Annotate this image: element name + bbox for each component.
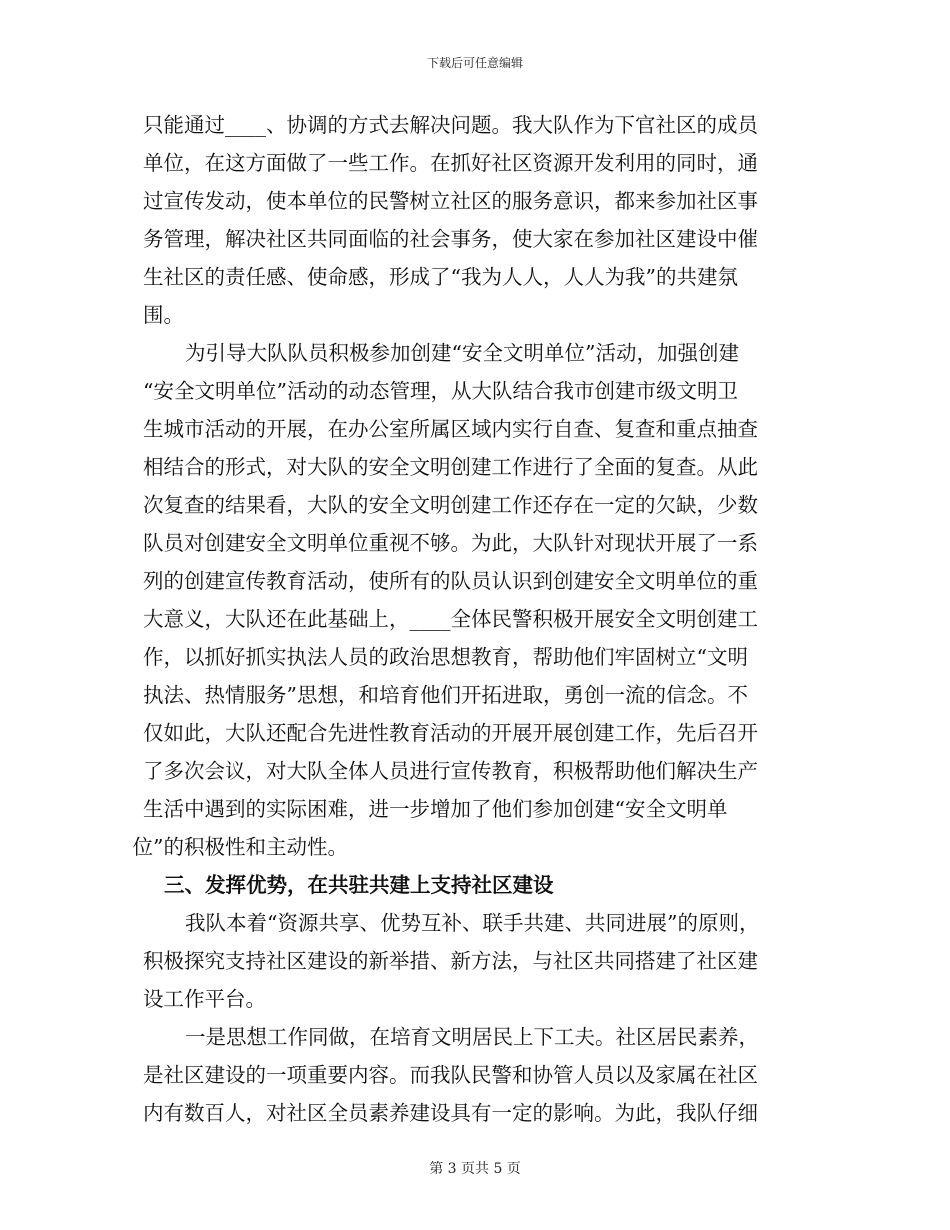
document-body [132,106,803,1132]
text-line: 位”的积极性和主动性。 [132,835,348,859]
text-line: 了多次会议，对大队全体人员进行宣传教育，积极帮助他们解决生产 [143,759,758,783]
text-line: 相结合的形式，对大队的安全文明创建工作进行了全面的复查。从此 [143,455,758,479]
text-line: 次复查的结果看，大队的安全文明创建工作还存在一定的欠缺，少数 [143,493,758,517]
text-line: 围。 [143,303,184,327]
text-line: 只能通过____、协调的方式去解决问题。我大队作为下官社区的成员 [143,113,758,137]
text-line: 生活中遇到的实际困难，进一步增加了他们参加创建“安全文明单 [143,797,728,821]
text-line: 是社区建设的一项重要内容。而我队民警和协管人员以及家属在社区 [143,1063,758,1087]
section-heading: 三、发挥优势，在共驻共建上支持社区建设 [164,873,554,897]
text-line: 我队本着“资源共享、优势互补、联手共建、共同进展”的原则， [185,911,760,935]
page-footer: 第 3 页共 5 页 [429,1161,521,1177]
text-line: 列的创建宣传教育活动，使所有的队员认识到创建安全文明单位的重 [143,569,758,593]
text-line: 生城市活动的开展，在办公室所属区域内实行自查、复查和重点抽查 [143,417,758,441]
page-header: 下载后可任意编辑 [426,56,523,70]
text-line: 过宣传发动，使本单位的民警树立社区的服务意识，都来参加社区事 [143,189,758,213]
text-line: 大意义，大队还在此基础上，____全体民警积极开展安全文明创建工 [143,607,758,631]
text-line: 单位，在这方面做了一些工作。在抓好社区资源开发利用的同时，通 [143,151,758,175]
text-line: 仅如此，大队还配合先进性教育活动的开展开展创建工作，先后召开 [143,721,758,745]
text-line: “安全文明单位”活动的动态管理，从大队结合我市创建市级文明卫 [143,379,738,403]
text-line: 内有数百人，对社区全员素养建设具有一定的影响。为此，我队仔细 [143,1101,758,1125]
text-line: 务管理，解决社区共同面临的社会事务，使大家在参加社区建设中催 [143,227,758,251]
text-line: 执法、热情服务”思想，和培育他们开拓进取，勇创一流的信念。不 [143,683,748,707]
text-line: 一是思想工作同做，在培育文明居民上下工夫。社区居民素养， [185,1025,759,1049]
text-line: 积极探究支持社区建设的新举措、新方法，与社区共同搭建了社区建 [143,949,758,973]
text-line: 队员对创建安全文明单位重视不够。为此，大队针对现状开展了一系 [143,531,758,555]
text-line: 为引导大队队员积极参加创建“安全文明单位”活动，加强创建 [185,341,739,365]
text-line: 设工作平台。 [143,987,266,1011]
text-line: 作，以抓好抓实执法人员的政治思想教育，帮助他们牢固树立“文明 [143,645,748,669]
text-line: 生社区的责任感、使命感，形成了“我为人人，人人为我”的共建氛 [143,265,738,289]
